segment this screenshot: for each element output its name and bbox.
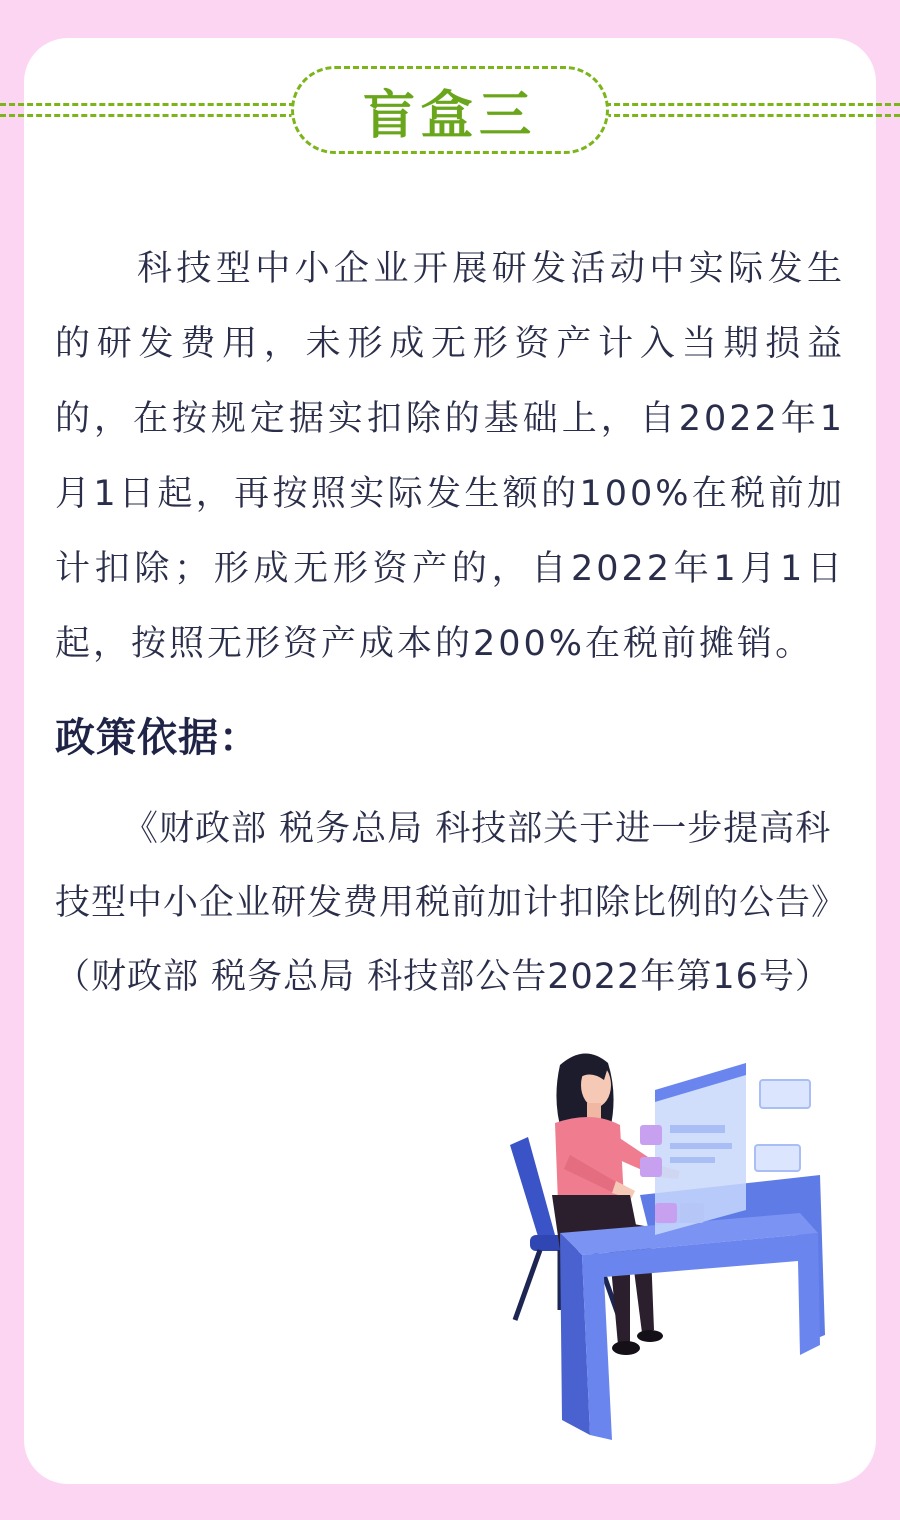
- page-title: 盲盒三: [362, 85, 537, 146]
- section-heading: 政策依据：: [55, 715, 260, 761]
- title-badge: [291, 66, 609, 154]
- policy-description: 科技型中小企业开展研发活动中实际发生的研发费用，未形成无形资产计入当期损益的，在按规定据实扣除的基础上，自2022年1月1日起，再按照实际发生额的100%在税前加计扣除；形成无形资产的，自2022年1月1日起，按照无形资产成本的200%在税前摊销。: [55, 249, 845, 664]
- policy-reference: 《财政部 税务总局 科技部关于进一步提高科技型中小企业研发费用税前加计扣除比例的公告》（财政部 税务总局 科技部公告2022年第16号）: [55, 809, 848, 997]
- woman-at-desk-illustration: [500, 1045, 830, 1445]
